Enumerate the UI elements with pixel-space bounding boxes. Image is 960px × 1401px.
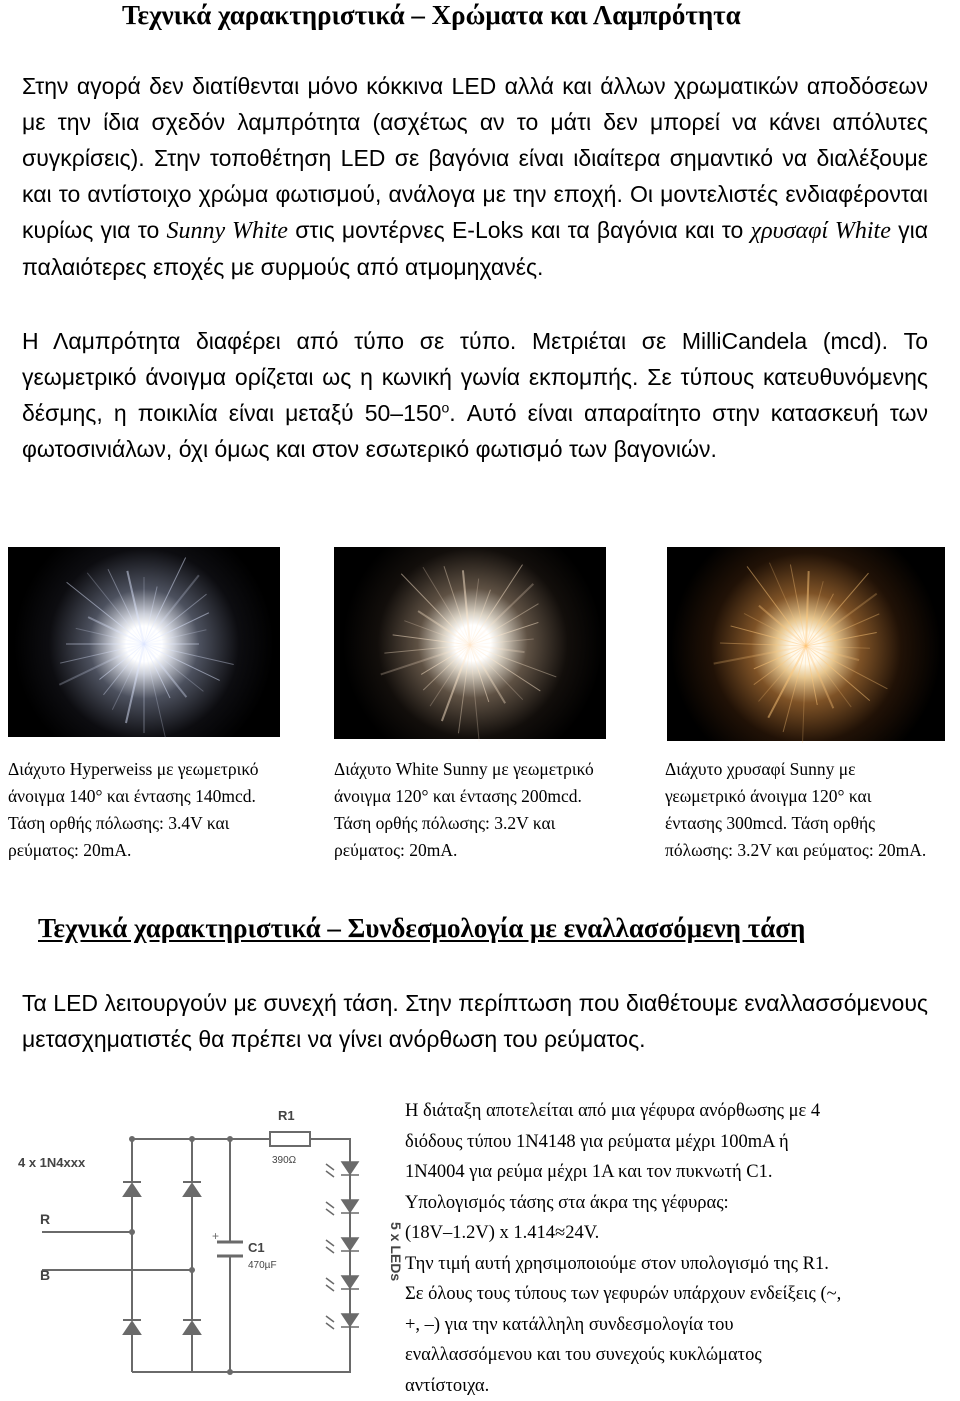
circuit-description — [405, 1096, 950, 1401]
brightness-text-a: Η Λαμπρότητα διαφέρει από τύπο σε τύπο. Μετριέται σε MilliCandela (mcd). Το γεωμετρικό άνοιγμα ορίζεται ως η κωνική γωνία εκπομπής. Σε τύπους κατευθυνόμενης δέσμης, η ποικιλία είναι μεταξύ 50–150 — [22, 328, 928, 426]
led-rays-3 — [667, 547, 945, 741]
description-line: Η διάταξη αποτελείται από μια γέφυρα ανόρθωσης με 4 — [405, 1096, 950, 1127]
light-ray — [401, 574, 470, 645]
caption-hyperweiss — [8, 756, 308, 864]
resistor-value: 390Ω — [272, 1155, 297, 1166]
light-ray — [806, 571, 809, 646]
led-symbol-1 — [326, 1162, 359, 1177]
caption-line: Τάση ορθής πόλωσης: 3.4V και — [8, 810, 308, 837]
caption-line: γεωμετρικό άνοιγμα 120° και — [665, 783, 960, 810]
capacitor-plus-sign: + — [212, 1229, 219, 1243]
light-ray — [470, 645, 540, 691]
description-line: Την τιμή αυτή χρησιμοποιούμε στον υπολογισμό της R1. — [405, 1249, 950, 1280]
light-ray — [418, 611, 470, 645]
resistor-label: R1 — [278, 1108, 295, 1123]
description-line: Σε όλους τους τύπους των γεφυρών υπάρχουν ενδείξεις (~, — [405, 1279, 950, 1310]
bridge-label: 4 x 1N4xxx — [18, 1155, 86, 1170]
led-symbol-5 — [326, 1314, 359, 1329]
capacitor-value: 470µF — [248, 1260, 277, 1271]
light-ray — [470, 565, 523, 645]
resistor-r1 — [270, 1132, 310, 1146]
caption-golden-sunny — [665, 756, 960, 864]
light-ray — [108, 569, 144, 644]
led-rays-1 — [8, 547, 280, 737]
light-ray — [144, 644, 220, 680]
caption-line: Διάχυτο White Sunny με γεωμετρικό — [334, 756, 639, 783]
light-ray — [470, 645, 505, 703]
bridge-diode-3 — [123, 1320, 141, 1334]
light-ray — [714, 646, 806, 664]
caption-line: ρεύματος: 20mA. — [334, 837, 639, 864]
sunny-white-term: Sunny White — [166, 218, 287, 244]
caption-line: Διάχυτο Hyperweiss με γεωμετρικό — [8, 756, 308, 783]
bridge-diode-1 — [123, 1182, 141, 1196]
intro-paragraph — [22, 68, 928, 285]
led-symbol-4 — [326, 1276, 359, 1291]
light-ray — [470, 604, 538, 645]
golden-white-term: χρυσαφί White — [751, 218, 891, 244]
capacitor-label: C1 — [248, 1240, 265, 1255]
caption-line: Διάχυτο χρυσαφί Sunny με — [665, 756, 960, 783]
ac-paragraph: Τα LED λειτουργούν με συνεχή τάση. Στην περίπτωση που διαθέτουμε εναλλασσόμενους μετασχηματιστές θα πρέπει να γίνει ανόρθωση του ρεύματος. — [22, 985, 928, 1057]
led-symbol-3 — [326, 1238, 359, 1253]
description-line: +, –) για την κατάλληλη συνδεσμολογία του — [405, 1310, 950, 1341]
section-title-colors: Τεχνικά χαρακτηριστικά – Χρώματα και Λαμπρότητα — [122, 0, 741, 30]
caption-line: ρεύματος: 20mA. — [8, 837, 308, 864]
led-photo-golden-sunny — [667, 547, 945, 741]
intro-text-b: στις μοντέρνες E-Loks και τα βαγόνια και το — [288, 217, 751, 243]
bridge-diode-2 — [183, 1182, 201, 1196]
brightness-text-b: . Αυτό είναι απαραίτητο στην κατασκευή των φωτοσινιάλων, όχι όμως και στον εσωτερικό φωτισμό των βαγονιών. — [22, 400, 928, 462]
caption-line: άνοιγμα 140° και έντασης 140mcd. — [8, 783, 308, 810]
description-line: Υπολογισμός τάσης στα άκρα της γέφυρας: — [405, 1188, 950, 1219]
light-ray — [720, 643, 806, 646]
light-ray — [470, 590, 490, 645]
description-line: 1N4004 για ρεύμα μέχρι 1A και τον πυκνωτή C1. — [405, 1157, 950, 1188]
light-ray — [59, 644, 144, 685]
light-ray — [768, 646, 806, 718]
caption-line: Τάση ορθής πόλωσης: 3.2V και — [334, 810, 639, 837]
light-ray — [144, 613, 209, 644]
light-ray — [470, 579, 479, 645]
light-ray — [803, 646, 806, 743]
junction-dot — [189, 1136, 195, 1142]
junction-dot — [227, 1369, 233, 1375]
description-line: εναλλασσόμενου και του συνεχούς κυκλώματος — [405, 1340, 950, 1371]
light-ray — [470, 645, 525, 652]
led-symbol-2 — [326, 1200, 359, 1215]
bridge-diode-4 — [183, 1320, 201, 1334]
light-ray — [112, 644, 144, 710]
caption-line: πόλωσης: 3.2V και ρεύματος: 20mA. — [665, 837, 960, 864]
junction-dot — [129, 1229, 135, 1235]
junction-dot — [189, 1267, 195, 1273]
intro-text-c: για παλαιότερες εποχές με συρμούς από ατμομηχανές. — [22, 217, 928, 280]
led-photo-white-sunny — [334, 547, 606, 739]
input-r-label: R — [40, 1211, 50, 1227]
light-ray — [470, 584, 533, 645]
caption-line: έντασης 300mcd. Τάση ορθής — [665, 810, 960, 837]
caption-white-sunny — [334, 756, 639, 864]
intro-text-a: Στην αγορά δεν διατίθενται μόνο κόκκινα LED αλλά και άλλων χρωματικών αποδόσεων με την ίδια σχεδόν λαμπρότητα (ασχέτως αν το μάτι δεν μπορεί να κάνει απόλυτες συγκρίσεις). Στην τοποθέτηση LED σε βαγόνια είναι ιδιαίτερα σημαντικό να διαλέξουμε και το αντίστοιχο χρώμα φωτισμού, ανάλογα με την εποχή. Οι μοντελιστές ενδιαφέρονται κυρίως για το — [22, 73, 928, 243]
light-ray — [806, 594, 833, 646]
caption-line: άνοιγμα 120° και έντασης 200mcd. — [334, 783, 639, 810]
led-rays-2 — [334, 547, 606, 739]
input-b-label: B — [40, 1267, 50, 1283]
light-ray — [442, 645, 470, 721]
section-title-ac-wiring: Τεχνικά χαρακτηριστικά – Συνδεσμολογία με εναλλασσόμενη τάση — [38, 913, 805, 943]
degree-mark: o — [441, 399, 449, 415]
description-line: αντίστοιχα. — [405, 1371, 950, 1401]
led-count-label: 5 x LEDs — [388, 1222, 404, 1281]
light-ray — [470, 645, 523, 700]
description-line: διόδους τύπου 1N4148 για ρεύματα μέχρι 100mA ή — [405, 1127, 950, 1158]
description-line: (18V–1.2V) x 1.414≈24V. — [405, 1218, 950, 1249]
light-ray — [806, 646, 887, 689]
top-rail-wire — [132, 1139, 350, 1150]
bottom-rail-wire — [132, 1356, 350, 1372]
brightness-paragraph — [22, 323, 928, 467]
junction-dot — [129, 1136, 135, 1142]
led-photo-hyperweiss — [8, 547, 280, 737]
rectifier-circuit-diagram — [14, 1100, 399, 1390]
junction-dot — [227, 1136, 233, 1142]
